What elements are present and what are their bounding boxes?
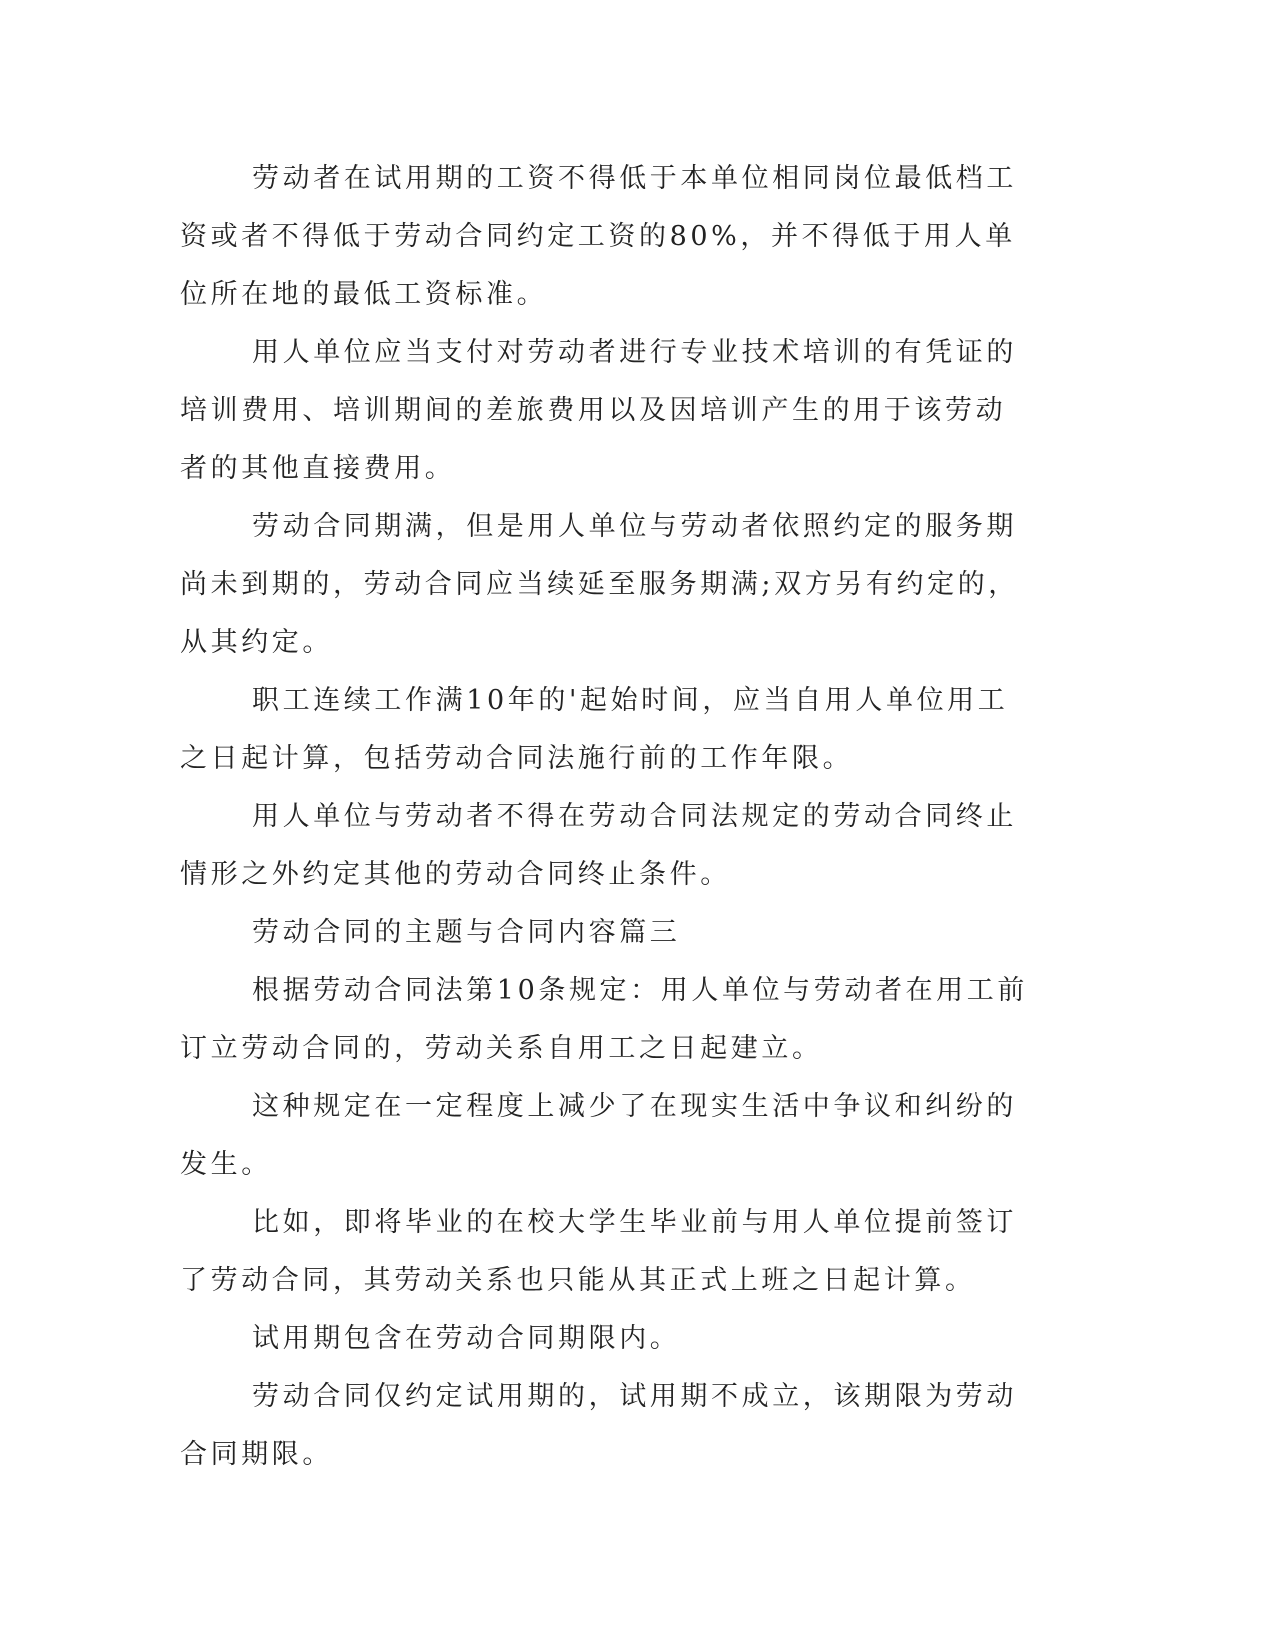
paragraph-service-years: 职工连续工作满10年的'起始时间，应当自用人单位用工之日起计算，包括劳动合同法施行前的工作年限。	[180, 685, 1009, 774]
paragraph-dispute-reduction: 这种规定在一定程度上减少了在现实生活中争议和纠纷的发生。	[180, 1091, 1017, 1180]
paragraph-article-10: 根据劳动合同法第10条规定：用人单位与劳动者在用工前订立劳动合同的，劳动关系自用工之日起建立。	[180, 975, 1028, 1064]
paragraph-contract-extension: 劳动合同期满，但是用人单位与劳动者依照约定的服务期尚未到期的，劳动合同应当续延至服务期满;双方另有约定的，从其约定。	[180, 511, 1019, 658]
paragraph-graduate-example: 比如，即将毕业的在校大学生毕业前与用人单位提前签订了劳动合同，其劳动关系也只能从其正式上班之日起计算。	[180, 1207, 1017, 1296]
paragraph-training-costs: 用人单位应当支付对劳动者进行专业技术培训的有凭证的培训费用、培训期间的差旅费用以及因培训产生的用于该劳动者的其他直接费用。	[180, 337, 1017, 484]
paragraph-termination-conditions: 用人单位与劳动者不得在劳动合同法规定的劳动合同终止情形之外约定其他的劳动合同终止条件。	[180, 801, 1017, 890]
document-body	[180, 150, 1028, 1484]
paragraph-probation-only: 劳动合同仅约定试用期的，试用期不成立，该期限为劳动合同期限。	[180, 1381, 1017, 1470]
paragraph-probation-wage: 劳动者在试用期的工资不得低于本单位相同岗位最低档工资或者不得低于劳动合同约定工资的80%，并不得低于用人单位所在地的最低工资标准。	[180, 163, 1017, 310]
paragraph-probation-included: 试用期包含在劳动合同期限内。	[252, 1323, 681, 1354]
section-heading: 劳动合同的主题与合同内容篇三	[252, 917, 681, 948]
